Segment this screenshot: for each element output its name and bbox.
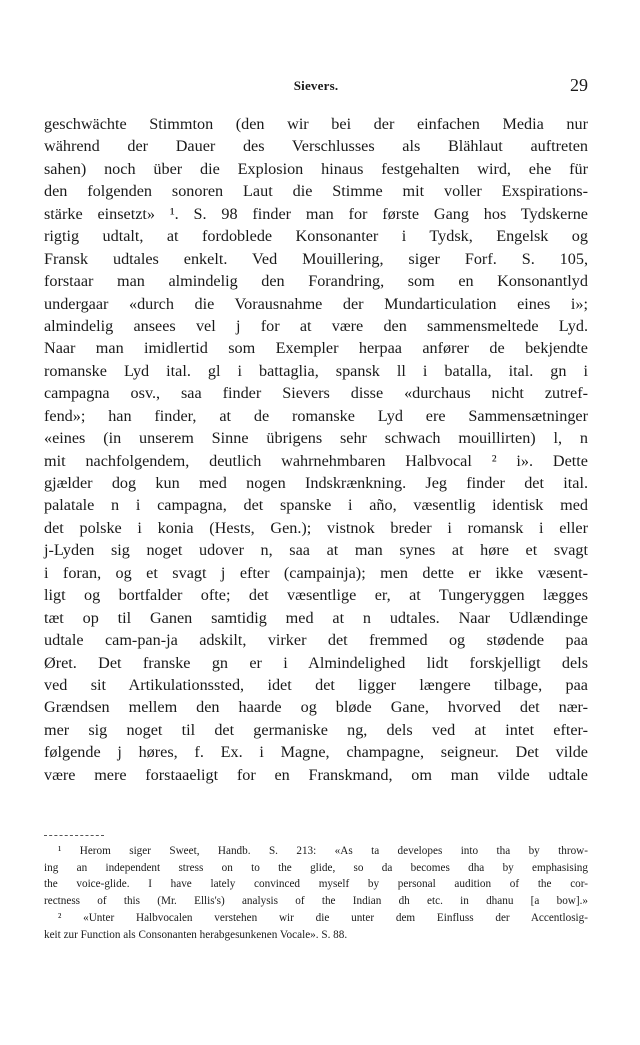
body-line: Fransk udtales enkelt. Ved Mouillering, siger Forf. S. 105, <box>44 249 588 268</box>
body-line: stärke einsetzt» ¹. S. 98 finder man for første Gang hos Tydskerne <box>44 204 588 223</box>
body-line: j-Lyden sig noget udover n, saa at man synes at høre et svagt <box>44 541 588 560</box>
body-line: det polske i konia (Hests, Gen.); vistnok breder i romansk i eller <box>44 518 588 537</box>
body-line: forstaar man almindelig den Forandring, som en Konsonantlyd <box>44 272 588 291</box>
body-line: den folgenden sonoren Laut die Stimme mit voller Exspirations- <box>44 182 588 201</box>
body-line: følgende j høres, f. Ex. i Magne, champagne, seigneur. Det vilde <box>44 743 588 762</box>
footnote-line: rectness of this (Mr. Ellis's) analysis of the Indian dh etc. in dhanu [a bow].» <box>44 895 588 908</box>
page-header <box>44 75 588 98</box>
body-line: tæt op til Ganen samtidig med at n udtales. Naar Udlændinge <box>44 608 588 627</box>
body-line: während der Dauer des Verschlusses als Blählaut auftreten <box>44 137 588 156</box>
body-line: mer sig noget til det germaniske ng, dels ved at intet efter- <box>44 720 588 739</box>
body-line: sahen) noch über die Explosion hinaus festgehalten wird, ehe für <box>44 159 588 178</box>
body-line: Naar man imidlertid som Exempler herpaa anfører de bekjendte <box>44 339 588 358</box>
body-text <box>44 113 588 786</box>
running-head: Sievers. <box>293 78 339 93</box>
footnote-line: ing an independent stress on to the glide, so da becomes dha by emphasising <box>44 861 588 874</box>
body-line: ved sit Artikulationssted, idet det ligger længere tilbage, paa <box>44 675 588 694</box>
body-line: udtale cam-pan-ja adskilt, virker det fremmed og stødende paa <box>44 631 588 650</box>
body-line: geschwächte Stimmton (den wir bei der einfachen Media nur <box>44 115 588 133</box>
body-line: undergaar «durch die Vorausnahme der Mundarticulation eines i»; <box>44 294 588 313</box>
footnote-line: ² «Unter Halbvocalen verstehen wir die unter dem Einfluss der Accentlosig- <box>58 911 588 924</box>
footnotes <box>44 843 588 943</box>
footnote-line: the voice-glide. I have lately convinced myself by personal audition of the cor- <box>44 878 588 891</box>
body-line: «eines (in unserem Sinne übrigens sehr schwach mouillirten) l, n <box>44 429 588 448</box>
body-line: Grændsen mellem den haarde og bløde Gane, hvorved det nær- <box>44 698 588 717</box>
body-line: romanske Lyd ital. gl i battaglia, spansk ll i batalla, ital. gn i <box>44 361 588 380</box>
body-line: ligt og bortfalder ofte; det væsentlige er, at Tungeryggen lægges <box>44 586 588 605</box>
body-line: være mere forstaaeligt for en Franskmand, om man vilde udtale <box>44 765 588 784</box>
body-line: Øret. Det franske gn er i Almindelighed lidt forskjelligt dels <box>44 653 588 672</box>
footnote-line: ¹ Herom siger Sweet, Handb. S. 213: «As ta developes into tha by throw- <box>58 845 588 857</box>
body-line: campagna osv., saa finder Sievers disse «durchaus nicht zutref- <box>44 384 588 403</box>
body-line: palatale n i campagna, det spanske i año, væsentlig identisk med <box>44 496 588 515</box>
body-line: fend»; han finder, at de romanske Lyd ere Sammensætninger <box>44 406 588 425</box>
footnote-line: keit zur Function als Consonanten herabgesunkenen Vocale». S. 88. <box>44 928 348 941</box>
body-line: i foran, og et svagt j efter (campainja); men dette er ikke væsent- <box>44 563 588 582</box>
body-line: mit nachfolgendem, deutlich wahrnehmbaren Halbvocal ² i». Dette <box>44 451 588 470</box>
body-line: gjælder dog kun med nogen Indskrænkning. Jeg finder det ital. <box>44 474 588 492</box>
page-number: 29 <box>570 75 588 95</box>
body-line: almindelig ansees vel j for at være den sammensmeltede Lyd. <box>44 316 588 335</box>
body-line: rigtig udtalt, at fordoblede Konsonanter i Tydsk, Engelsk og <box>44 227 588 246</box>
footnote-rule <box>44 835 104 836</box>
